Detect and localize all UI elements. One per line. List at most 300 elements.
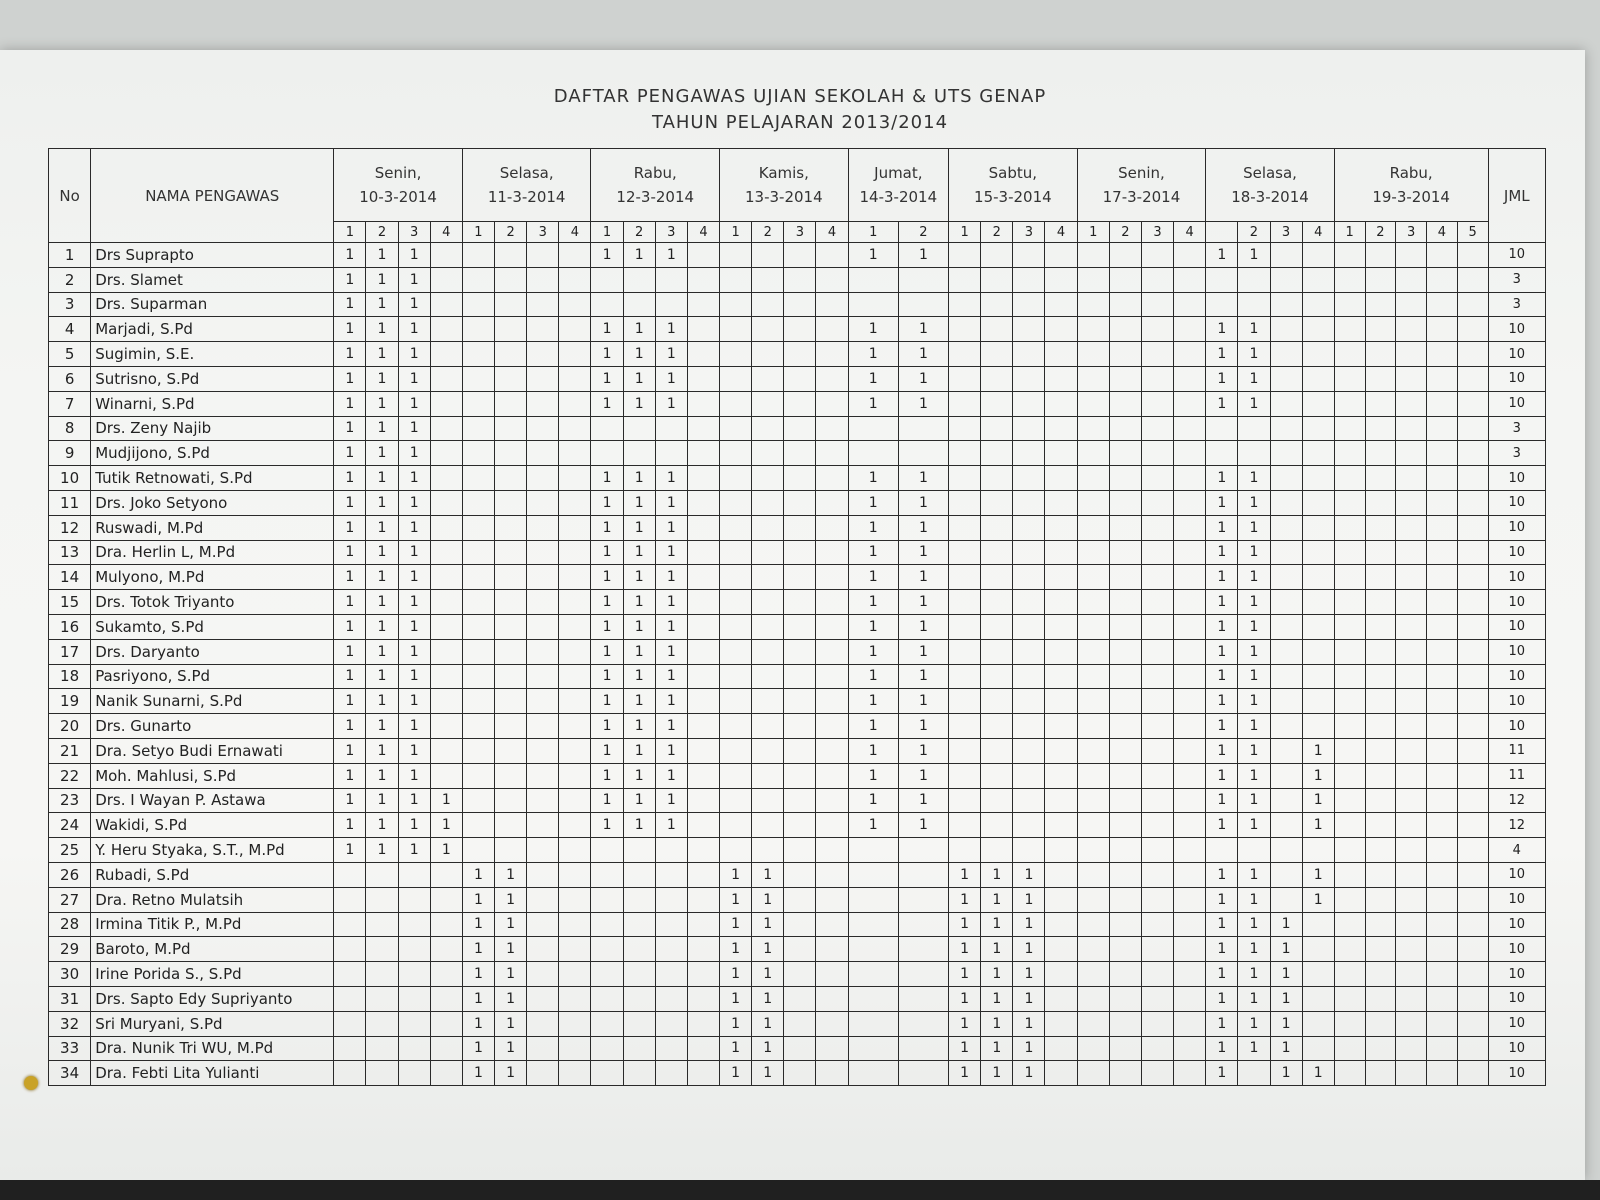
session-mark (1457, 366, 1488, 391)
session-mark: 1 (334, 788, 366, 813)
session-mark: 1 (949, 912, 981, 937)
session-mark: 1 (398, 838, 430, 863)
session-mark (559, 912, 591, 937)
session-mark: 1 (366, 441, 398, 466)
session-mark (784, 738, 816, 763)
session-number: 1 (591, 222, 623, 243)
session-number: 4 (687, 222, 719, 243)
session-mark (1077, 738, 1109, 763)
session-mark (848, 962, 898, 987)
session-mark (495, 639, 527, 664)
session-mark: 1 (623, 366, 655, 391)
session-mark (1457, 1036, 1488, 1061)
session-mark (1141, 788, 1173, 813)
session-mark: 1 (1238, 738, 1270, 763)
session-mark (1141, 714, 1173, 739)
session-mark (816, 639, 848, 664)
supervisor-name: Drs Suprapto (91, 243, 334, 268)
session-mark (527, 416, 559, 441)
session-mark (559, 763, 591, 788)
session-mark (816, 738, 848, 763)
row-number: 19 (49, 689, 91, 714)
session-number: 1 (949, 222, 981, 243)
session-mark: 1 (655, 342, 687, 367)
session-mark (1302, 937, 1334, 962)
session-mark (495, 342, 527, 367)
session-mark (1334, 763, 1365, 788)
session-mark (784, 416, 816, 441)
session-mark (898, 267, 948, 292)
session-mark: 1 (655, 639, 687, 664)
session-mark (898, 1011, 948, 1036)
supervisor-name: Drs. Suparman (91, 292, 334, 317)
session-mark (1334, 1011, 1365, 1036)
session-number: 4 (1427, 222, 1458, 243)
session-mark (462, 565, 494, 590)
table-row (49, 292, 1546, 317)
session-number: 1 (1077, 222, 1109, 243)
session-mark (784, 639, 816, 664)
session-mark (1270, 366, 1302, 391)
session-mark (687, 689, 719, 714)
session-mark: 1 (623, 614, 655, 639)
session-mark (1457, 466, 1488, 491)
session-mark: 1 (623, 590, 655, 615)
table-row (49, 441, 1546, 466)
session-mark: 1 (1238, 243, 1270, 268)
session-number: 4 (1045, 222, 1077, 243)
session-mark (1109, 738, 1141, 763)
session-mark (462, 590, 494, 615)
session-mark (1238, 292, 1270, 317)
session-mark (752, 515, 784, 540)
session-mark (366, 937, 398, 962)
session-mark (430, 664, 462, 689)
row-number: 10 (49, 466, 91, 491)
session-mark (1077, 317, 1109, 342)
session-mark (1365, 763, 1396, 788)
session-mark (1077, 664, 1109, 689)
session-mark (1013, 788, 1045, 813)
session-mark: 1 (591, 714, 623, 739)
session-mark (623, 1036, 655, 1061)
session-mark (720, 441, 752, 466)
session-mark: 1 (1206, 962, 1238, 987)
session-mark (1109, 813, 1141, 838)
session-mark (559, 614, 591, 639)
session-mark (366, 1061, 398, 1086)
session-mark (1427, 937, 1458, 962)
session-mark (784, 838, 816, 863)
session-mark (655, 1036, 687, 1061)
session-mark (462, 738, 494, 763)
session-mark: 1 (752, 887, 784, 912)
session-mark: 1 (398, 664, 430, 689)
session-mark (430, 342, 462, 367)
session-mark (981, 342, 1013, 367)
session-mark (1045, 342, 1077, 367)
session-number: 3 (784, 222, 816, 243)
session-mark: 1 (366, 639, 398, 664)
session-mark (752, 788, 784, 813)
session-mark: 1 (398, 317, 430, 342)
session-mark (1457, 391, 1488, 416)
session-mark (1396, 614, 1427, 639)
session-mark: 1 (334, 366, 366, 391)
session-mark (1045, 317, 1077, 342)
session-mark: 1 (591, 540, 623, 565)
session-mark (949, 292, 981, 317)
session-mark: 1 (1238, 1036, 1270, 1061)
session-mark (1045, 565, 1077, 590)
session-mark (462, 366, 494, 391)
session-mark (559, 317, 591, 342)
session-mark: 1 (1302, 788, 1334, 813)
session-mark (1013, 243, 1045, 268)
session-mark (1396, 887, 1427, 912)
session-mark (1077, 912, 1109, 937)
session-mark (1427, 962, 1458, 987)
session-mark: 1 (655, 813, 687, 838)
session-mark: 1 (623, 342, 655, 367)
day-header (949, 149, 1078, 222)
session-mark (559, 813, 591, 838)
session-mark: 1 (1206, 887, 1238, 912)
session-mark (1109, 912, 1141, 937)
session-mark: 1 (623, 813, 655, 838)
session-mark: 1 (462, 1011, 494, 1036)
session-mark: 1 (591, 763, 623, 788)
session-mark: 1 (1206, 366, 1238, 391)
session-mark (1396, 763, 1427, 788)
session-mark: 1 (655, 317, 687, 342)
table-row (49, 565, 1546, 590)
session-mark (1302, 391, 1334, 416)
session-mark: 1 (591, 565, 623, 590)
total-count: 10 (1488, 937, 1545, 962)
session-mark (816, 962, 848, 987)
session-mark (655, 292, 687, 317)
session-mark: 1 (1206, 1036, 1238, 1061)
session-mark (1365, 1011, 1396, 1036)
session-mark (1457, 515, 1488, 540)
session-mark: 1 (848, 813, 898, 838)
session-mark (1141, 441, 1173, 466)
session-mark (981, 317, 1013, 342)
session-mark: 1 (591, 664, 623, 689)
session-mark (1174, 590, 1206, 615)
session-mark (1045, 912, 1077, 937)
session-mark (430, 614, 462, 639)
session-mark: 1 (1302, 763, 1334, 788)
session-mark: 1 (752, 962, 784, 987)
session-mark (1077, 267, 1109, 292)
total-count: 12 (1488, 788, 1545, 813)
session-mark: 1 (898, 738, 948, 763)
session-mark (334, 912, 366, 937)
session-mark (1174, 416, 1206, 441)
session-mark (949, 788, 981, 813)
session-mark (430, 639, 462, 664)
session-mark (949, 391, 981, 416)
session-mark (1174, 714, 1206, 739)
session-mark (687, 342, 719, 367)
session-mark (981, 689, 1013, 714)
session-mark (623, 912, 655, 937)
total-count: 10 (1488, 565, 1545, 590)
session-mark (1174, 689, 1206, 714)
session-mark (1457, 540, 1488, 565)
session-mark: 1 (366, 763, 398, 788)
session-mark (1457, 664, 1488, 689)
session-mark (1141, 366, 1173, 391)
session-mark (591, 1011, 623, 1036)
session-mark (1396, 788, 1427, 813)
session-mark (1174, 292, 1206, 317)
session-mark (623, 986, 655, 1011)
session-mark (1174, 1011, 1206, 1036)
session-mark (848, 267, 898, 292)
session-mark (898, 986, 948, 1011)
day-header (1334, 149, 1488, 222)
session-mark (559, 689, 591, 714)
session-mark: 1 (366, 515, 398, 540)
session-mark (1045, 1061, 1077, 1086)
session-mark (1206, 441, 1238, 466)
session-mark: 1 (623, 243, 655, 268)
session-mark (591, 862, 623, 887)
supervisor-name: Sukamto, S.Pd (91, 614, 334, 639)
session-mark: 1 (848, 515, 898, 540)
session-mark (591, 986, 623, 1011)
session-mark: 1 (495, 912, 527, 937)
session-mark: 1 (752, 1061, 784, 1086)
session-mark (1270, 243, 1302, 268)
supervisor-name: Drs. Daryanto (91, 639, 334, 664)
session-number: 2 (752, 222, 784, 243)
session-number: 3 (1141, 222, 1173, 243)
session-mark (366, 862, 398, 887)
supervisor-name: Drs. Gunarto (91, 714, 334, 739)
session-mark (1457, 714, 1488, 739)
row-number: 21 (49, 738, 91, 763)
session-mark (1270, 887, 1302, 912)
session-mark (591, 1036, 623, 1061)
session-mark (1302, 912, 1334, 937)
session-mark (1334, 243, 1365, 268)
session-mark (1457, 887, 1488, 912)
session-mark (752, 639, 784, 664)
row-number: 17 (49, 639, 91, 664)
session-mark: 1 (1238, 540, 1270, 565)
session-mark (1141, 887, 1173, 912)
session-mark (981, 391, 1013, 416)
session-mark (848, 862, 898, 887)
session-mark (527, 391, 559, 416)
session-mark (559, 1011, 591, 1036)
session-mark (981, 838, 1013, 863)
session-mark (1302, 317, 1334, 342)
day-name: Rabu, (1389, 164, 1433, 182)
session-number: 3 (527, 222, 559, 243)
session-mark (1141, 416, 1173, 441)
session-mark (1427, 590, 1458, 615)
session-mark (495, 738, 527, 763)
session-mark (1396, 1061, 1427, 1086)
session-mark (1238, 267, 1270, 292)
session-mark (816, 590, 848, 615)
session-mark (1427, 416, 1458, 441)
session-mark: 1 (1270, 912, 1302, 937)
session-mark (527, 590, 559, 615)
session-mark (687, 1011, 719, 1036)
supervisor-schedule-table (48, 148, 1546, 1086)
session-mark: 1 (949, 986, 981, 1011)
session-mark (1334, 366, 1365, 391)
session-mark (981, 590, 1013, 615)
session-mark: 1 (752, 1011, 784, 1036)
session-mark (1457, 590, 1488, 615)
session-mark (1427, 887, 1458, 912)
table-row (49, 366, 1546, 391)
session-mark (752, 838, 784, 863)
session-mark: 1 (398, 515, 430, 540)
table-row (49, 317, 1546, 342)
session-mark (462, 441, 494, 466)
session-mark (1365, 962, 1396, 987)
session-mark (623, 441, 655, 466)
session-mark: 1 (1238, 962, 1270, 987)
session-mark (1365, 490, 1396, 515)
session-mark (687, 1061, 719, 1086)
session-number: 2 (495, 222, 527, 243)
session-mark (1427, 490, 1458, 515)
table-row (49, 267, 1546, 292)
session-mark: 1 (334, 540, 366, 565)
session-mark: 1 (366, 590, 398, 615)
table-row (49, 738, 1546, 763)
session-mark: 1 (1206, 490, 1238, 515)
session-mark: 1 (1302, 862, 1334, 887)
session-mark (430, 862, 462, 887)
session-mark (1045, 416, 1077, 441)
session-mark (687, 317, 719, 342)
session-mark (1365, 416, 1396, 441)
session-mark (1457, 1011, 1488, 1036)
session-number: 2 (1365, 222, 1396, 243)
session-mark: 1 (623, 490, 655, 515)
session-mark (591, 441, 623, 466)
session-mark (1457, 1061, 1488, 1086)
session-mark: 1 (366, 788, 398, 813)
session-mark (949, 441, 981, 466)
session-mark (1396, 813, 1427, 838)
session-mark (1365, 738, 1396, 763)
session-mark (720, 738, 752, 763)
session-mark (1334, 292, 1365, 317)
session-mark: 1 (655, 391, 687, 416)
session-mark (398, 1061, 430, 1086)
session-mark (720, 466, 752, 491)
session-mark (623, 887, 655, 912)
session-mark (1334, 466, 1365, 491)
session-mark (1365, 243, 1396, 268)
session-mark (623, 962, 655, 987)
session-mark: 1 (981, 962, 1013, 987)
session-mark (816, 714, 848, 739)
session-mark (591, 292, 623, 317)
session-mark: 1 (334, 738, 366, 763)
session-mark (720, 788, 752, 813)
row-number: 5 (49, 342, 91, 367)
supervisor-name: Mulyono, M.Pd (91, 565, 334, 590)
session-mark (1396, 565, 1427, 590)
session-mark (559, 292, 591, 317)
session-mark (949, 466, 981, 491)
total-count: 10 (1488, 342, 1545, 367)
session-mark (1396, 862, 1427, 887)
session-mark (1141, 912, 1173, 937)
session-mark (1334, 342, 1365, 367)
session-mark (720, 243, 752, 268)
session-mark (1396, 416, 1427, 441)
session-mark (720, 490, 752, 515)
total-count: 10 (1488, 590, 1545, 615)
session-mark (848, 838, 898, 863)
session-mark: 1 (1238, 763, 1270, 788)
session-mark (1141, 689, 1173, 714)
session-mark (1427, 466, 1458, 491)
session-mark: 1 (1238, 391, 1270, 416)
total-count: 10 (1488, 912, 1545, 937)
session-mark (559, 540, 591, 565)
session-mark: 1 (495, 986, 527, 1011)
session-mark (1334, 317, 1365, 342)
session-mark (1334, 590, 1365, 615)
session-mark (1396, 466, 1427, 491)
session-mark (1109, 614, 1141, 639)
session-mark (1045, 466, 1077, 491)
session-mark (398, 1011, 430, 1036)
session-mark (1334, 887, 1365, 912)
row-number: 24 (49, 813, 91, 838)
session-mark (1427, 267, 1458, 292)
session-mark (1077, 937, 1109, 962)
session-mark (784, 714, 816, 739)
session-mark: 1 (1238, 887, 1270, 912)
session-mark: 1 (655, 664, 687, 689)
session-mark (1045, 391, 1077, 416)
row-number: 15 (49, 590, 91, 615)
session-mark (752, 366, 784, 391)
session-mark (1109, 317, 1141, 342)
session-mark (1457, 962, 1488, 987)
table-row (49, 416, 1546, 441)
session-mark: 1 (1206, 565, 1238, 590)
total-count: 10 (1488, 1011, 1545, 1036)
session-mark (430, 565, 462, 590)
session-mark (462, 639, 494, 664)
session-mark (720, 391, 752, 416)
table-row (49, 763, 1546, 788)
session-mark: 1 (462, 887, 494, 912)
session-mark (1334, 1036, 1365, 1061)
session-mark (1141, 466, 1173, 491)
session-mark: 1 (334, 639, 366, 664)
session-mark: 1 (1238, 515, 1270, 540)
session-mark (495, 391, 527, 416)
session-mark: 1 (1206, 714, 1238, 739)
